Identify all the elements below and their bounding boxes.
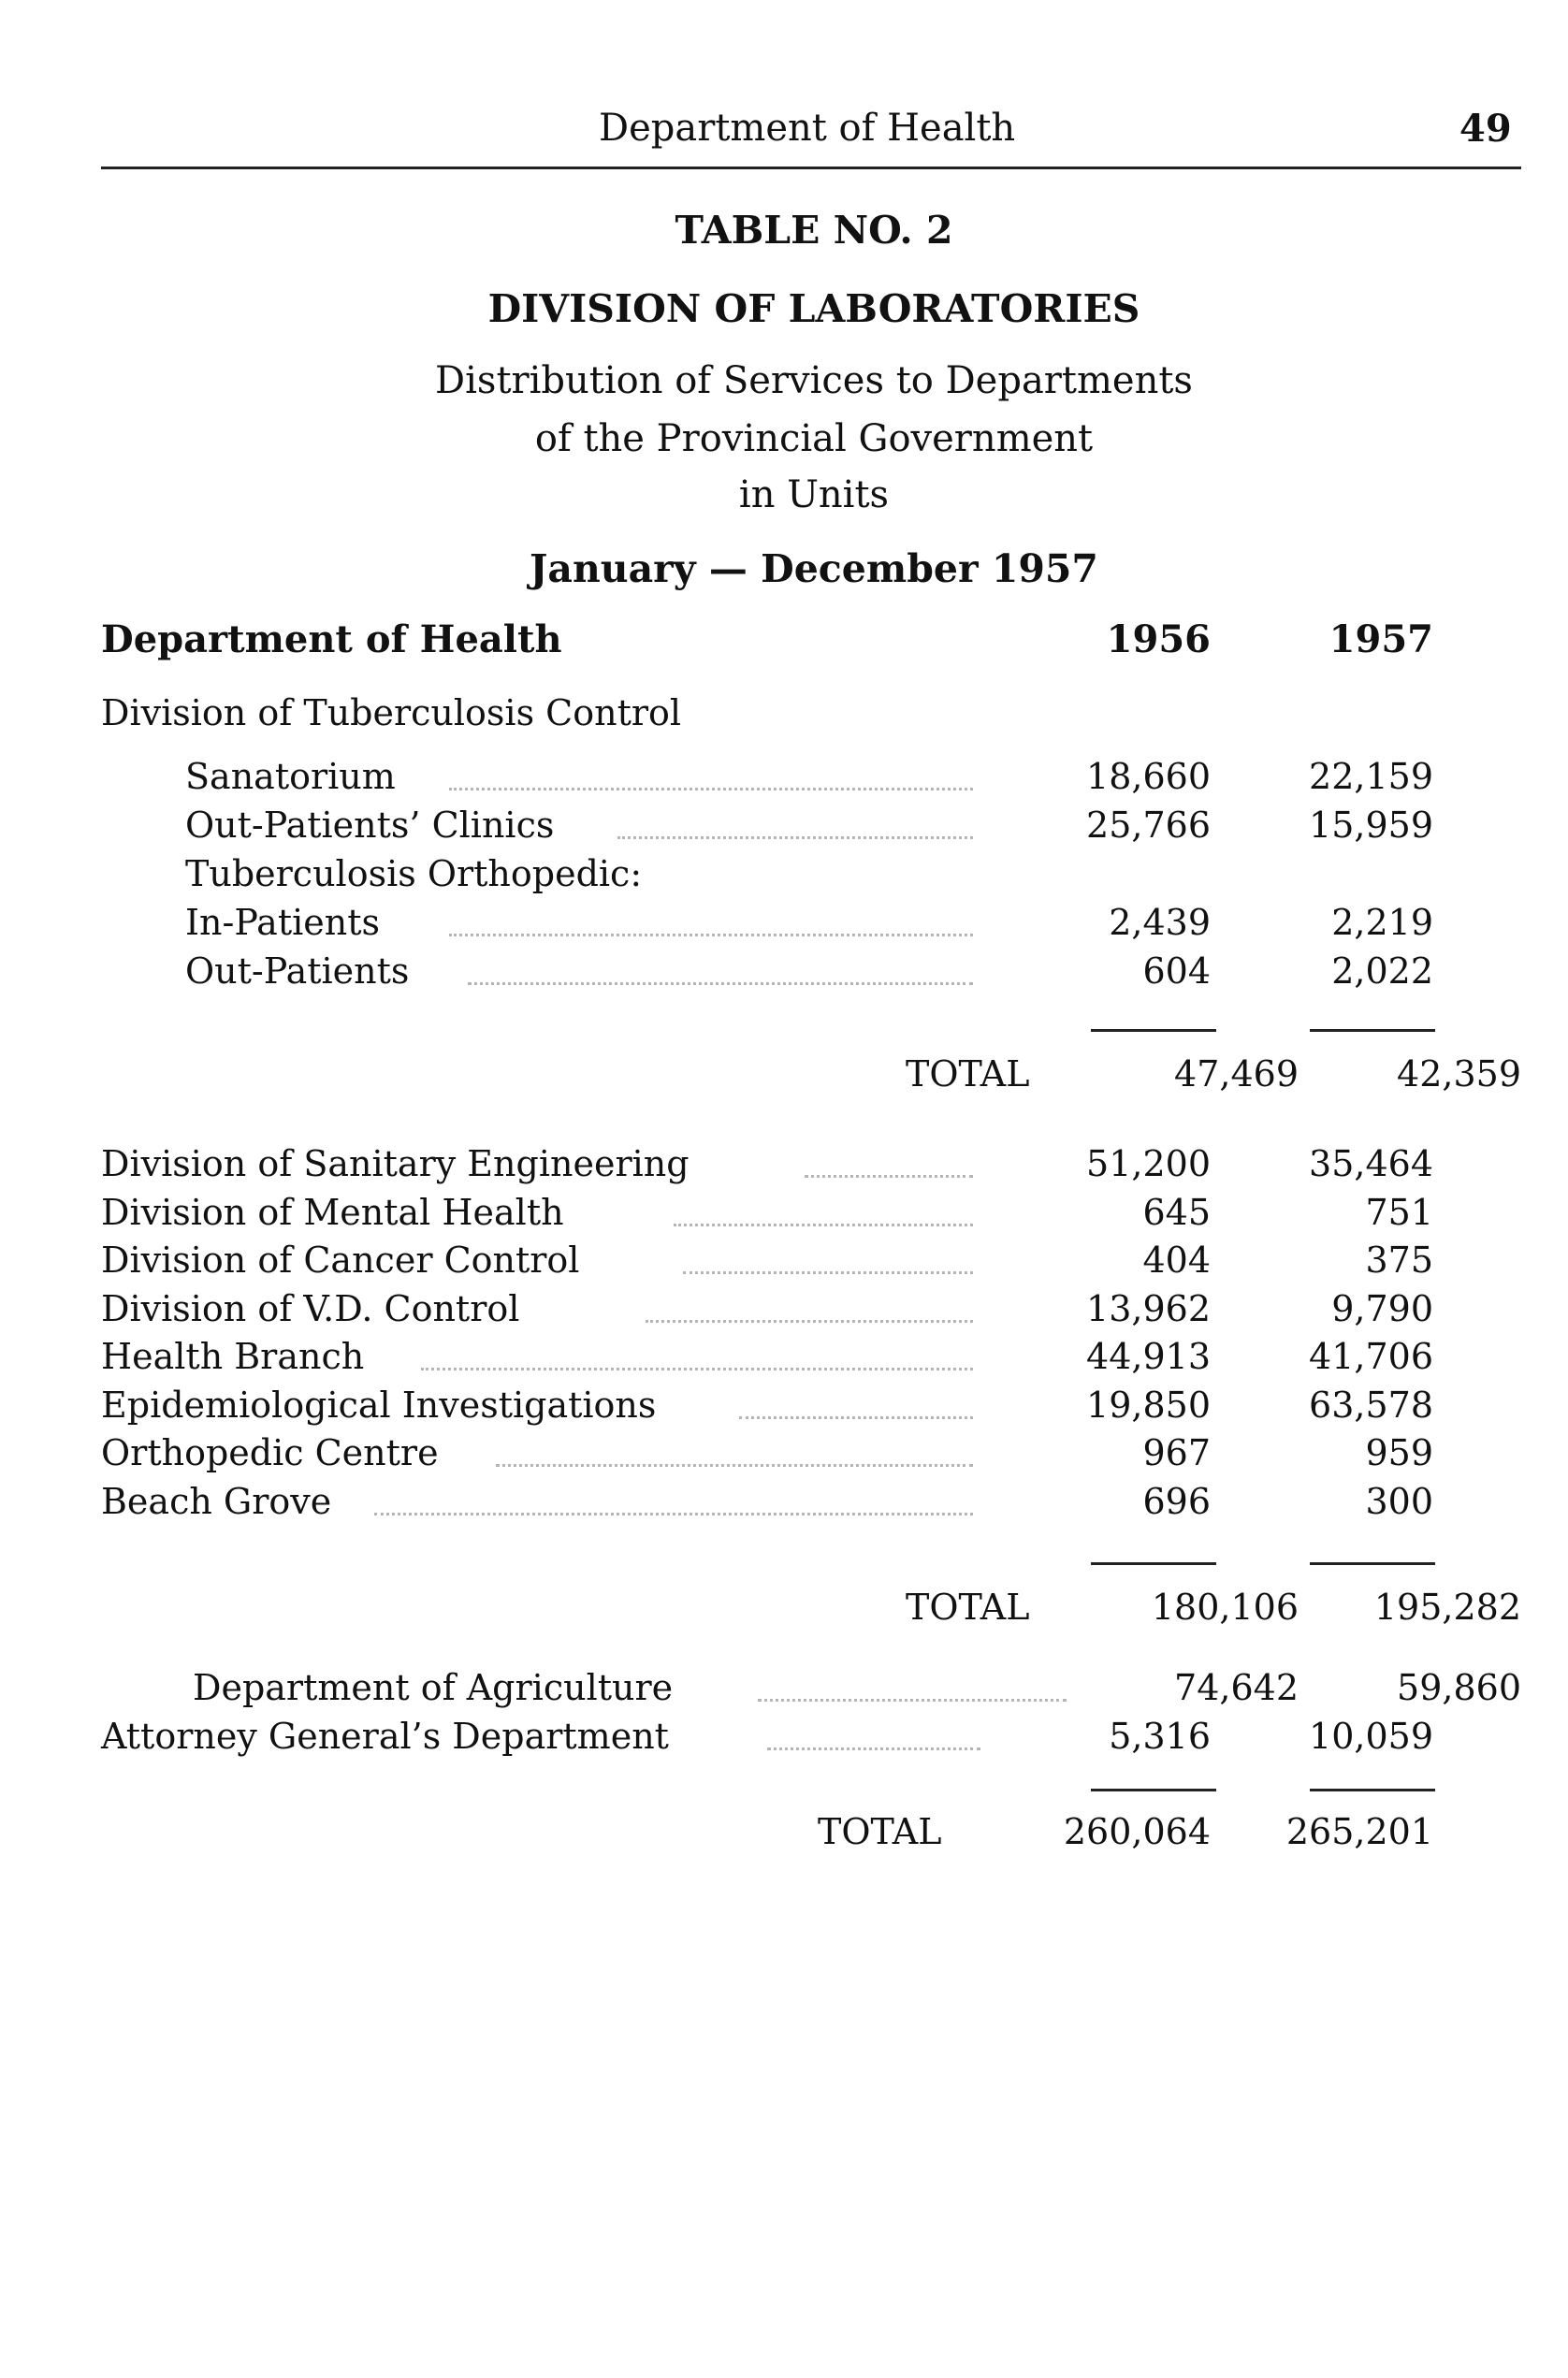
table-row-label: Health Branch [101, 1336, 365, 1377]
other-row-attorney-1957: 10,059 [1309, 1716, 1433, 1757]
table-row-label: Epidemiological Investigations [101, 1384, 657, 1426]
table-row-label: Orthopedic Centre [101, 1432, 439, 1473]
table-row-leader-dots [805, 1175, 973, 1178]
other-row-agriculture-1956: 74,642 [1174, 1667, 1299, 1708]
table-row-leader-dots [421, 1368, 973, 1370]
table-row-value-1956: 25,766 [1086, 805, 1211, 846]
table-row-label: Division of Cancer Control [101, 1240, 580, 1281]
table-row-value-1957: 751 [1365, 1191, 1433, 1233]
div-subtotal-line-1956 [1091, 1562, 1216, 1565]
table-row-leader-dots [617, 836, 973, 839]
tb-total-label: TOTAL [906, 1053, 1030, 1095]
table-row-label: Out-Patients [185, 950, 410, 992]
column-header-1956: 1956 [1106, 617, 1211, 661]
table-row-value-1957: 9,790 [1331, 1287, 1433, 1329]
table-row-label: Sanatorium [185, 756, 396, 797]
table-row-value-1956: 2,439 [1109, 902, 1211, 943]
table-row-value-1956: 44,913 [1086, 1336, 1211, 1377]
table-row-leader-dots [374, 1513, 973, 1515]
table-row-value-1956: 19,850 [1086, 1384, 1211, 1426]
table-row-leader-dots [739, 1416, 973, 1419]
grand-total-1956: 260,064 [1063, 1811, 1211, 1852]
table-row-value-1956: 967 [1142, 1432, 1211, 1473]
table-row-value-1957: 35,464 [1309, 1143, 1433, 1184]
table-row-value-1957: 63,578 [1309, 1384, 1433, 1426]
table-row-label: Division of Mental Health [101, 1191, 564, 1233]
div-subtotal-line-1957 [1310, 1562, 1435, 1565]
section-title-tb: Division of Tuberculosis Control [101, 692, 682, 733]
div-total-label: TOTAL [906, 1587, 1030, 1628]
other-row-agriculture-1957: 59,860 [1397, 1667, 1521, 1708]
table-row-leader-dots [683, 1271, 973, 1274]
running-header-title: Department of Health [599, 107, 1016, 150]
table-row-value-1956: 604 [1142, 950, 1211, 992]
table-row-label: Division of V.D. Control [101, 1287, 520, 1329]
other-row-agriculture-leader [758, 1699, 1067, 1702]
other-row-agriculture-label: Department of Agriculture [193, 1667, 674, 1708]
grand-total-label: TOTAL [818, 1811, 942, 1852]
table-row-value-1957: 15,959 [1309, 805, 1433, 846]
grand-total-line-1956 [1091, 1789, 1216, 1791]
table-row-label: Tuberculosis Orthopedic: [185, 853, 643, 894]
table-row-leader-dots [468, 982, 973, 985]
subtitle-line-1: Distribution of Services to Departments [435, 359, 1193, 402]
other-row-attorney-label: Attorney General’s Department [101, 1716, 669, 1757]
tb-total-1957: 42,359 [1397, 1053, 1521, 1095]
column-header-1957: 1957 [1328, 617, 1433, 661]
table-row-value-1956: 13,962 [1086, 1287, 1211, 1329]
table-row-value-1957: 959 [1365, 1432, 1433, 1473]
div-total-1956: 180,106 [1151, 1587, 1299, 1628]
table-row-value-1956: 404 [1142, 1240, 1211, 1281]
table-row-value-1957: 2,022 [1331, 950, 1433, 992]
table-row-value-1956: 18,660 [1086, 756, 1211, 797]
table-row-value-1957: 300 [1365, 1480, 1433, 1522]
table-row-value-1956: 51,200 [1086, 1143, 1211, 1184]
table-row-leader-dots [449, 934, 973, 936]
subtitle-line-2: of the Provincial Government [534, 417, 1094, 460]
division-title: DIVISION OF LABORATORIES [487, 286, 1140, 331]
column-header-label: Department of Health [101, 617, 562, 661]
tb-subtotal-line-1956 [1091, 1029, 1216, 1032]
grand-total-1957: 265,201 [1285, 1811, 1433, 1852]
table-row-label: Beach Grove [101, 1480, 332, 1522]
period-heading: January — December 1957 [530, 546, 1098, 591]
table-row-value-1957: 41,706 [1309, 1336, 1433, 1377]
page-number: 49 [1459, 107, 1512, 151]
subtitle-line-3: in Units [738, 473, 890, 516]
div-total-1957: 195,282 [1373, 1587, 1521, 1628]
table-row-value-1956: 645 [1142, 1191, 1211, 1233]
table-row-leader-dots [674, 1224, 973, 1226]
table-row-value-1957: 375 [1365, 1240, 1433, 1281]
table-title: TABLE NO. 2 [675, 208, 953, 253]
tb-total-1956: 47,469 [1174, 1053, 1299, 1095]
table-row-value-1957: 2,219 [1331, 902, 1433, 943]
header-rule [101, 167, 1521, 169]
table-row-label: Out-Patients’ Clinics [185, 805, 555, 846]
grand-total-line-1957 [1310, 1789, 1435, 1791]
other-row-attorney-leader [767, 1747, 980, 1750]
table-row-leader-dots [646, 1320, 973, 1323]
table-row-label: Division of Sanitary Engineering [101, 1143, 690, 1184]
other-row-attorney-1956: 5,316 [1109, 1716, 1211, 1757]
table-row-value-1957: 22,159 [1309, 756, 1433, 797]
tb-subtotal-line-1957 [1310, 1029, 1435, 1032]
table-row-leader-dots [496, 1464, 973, 1467]
table-row-leader-dots [449, 788, 973, 790]
table-row-value-1956: 696 [1142, 1480, 1211, 1522]
table-row-label: In-Patients [185, 902, 380, 943]
